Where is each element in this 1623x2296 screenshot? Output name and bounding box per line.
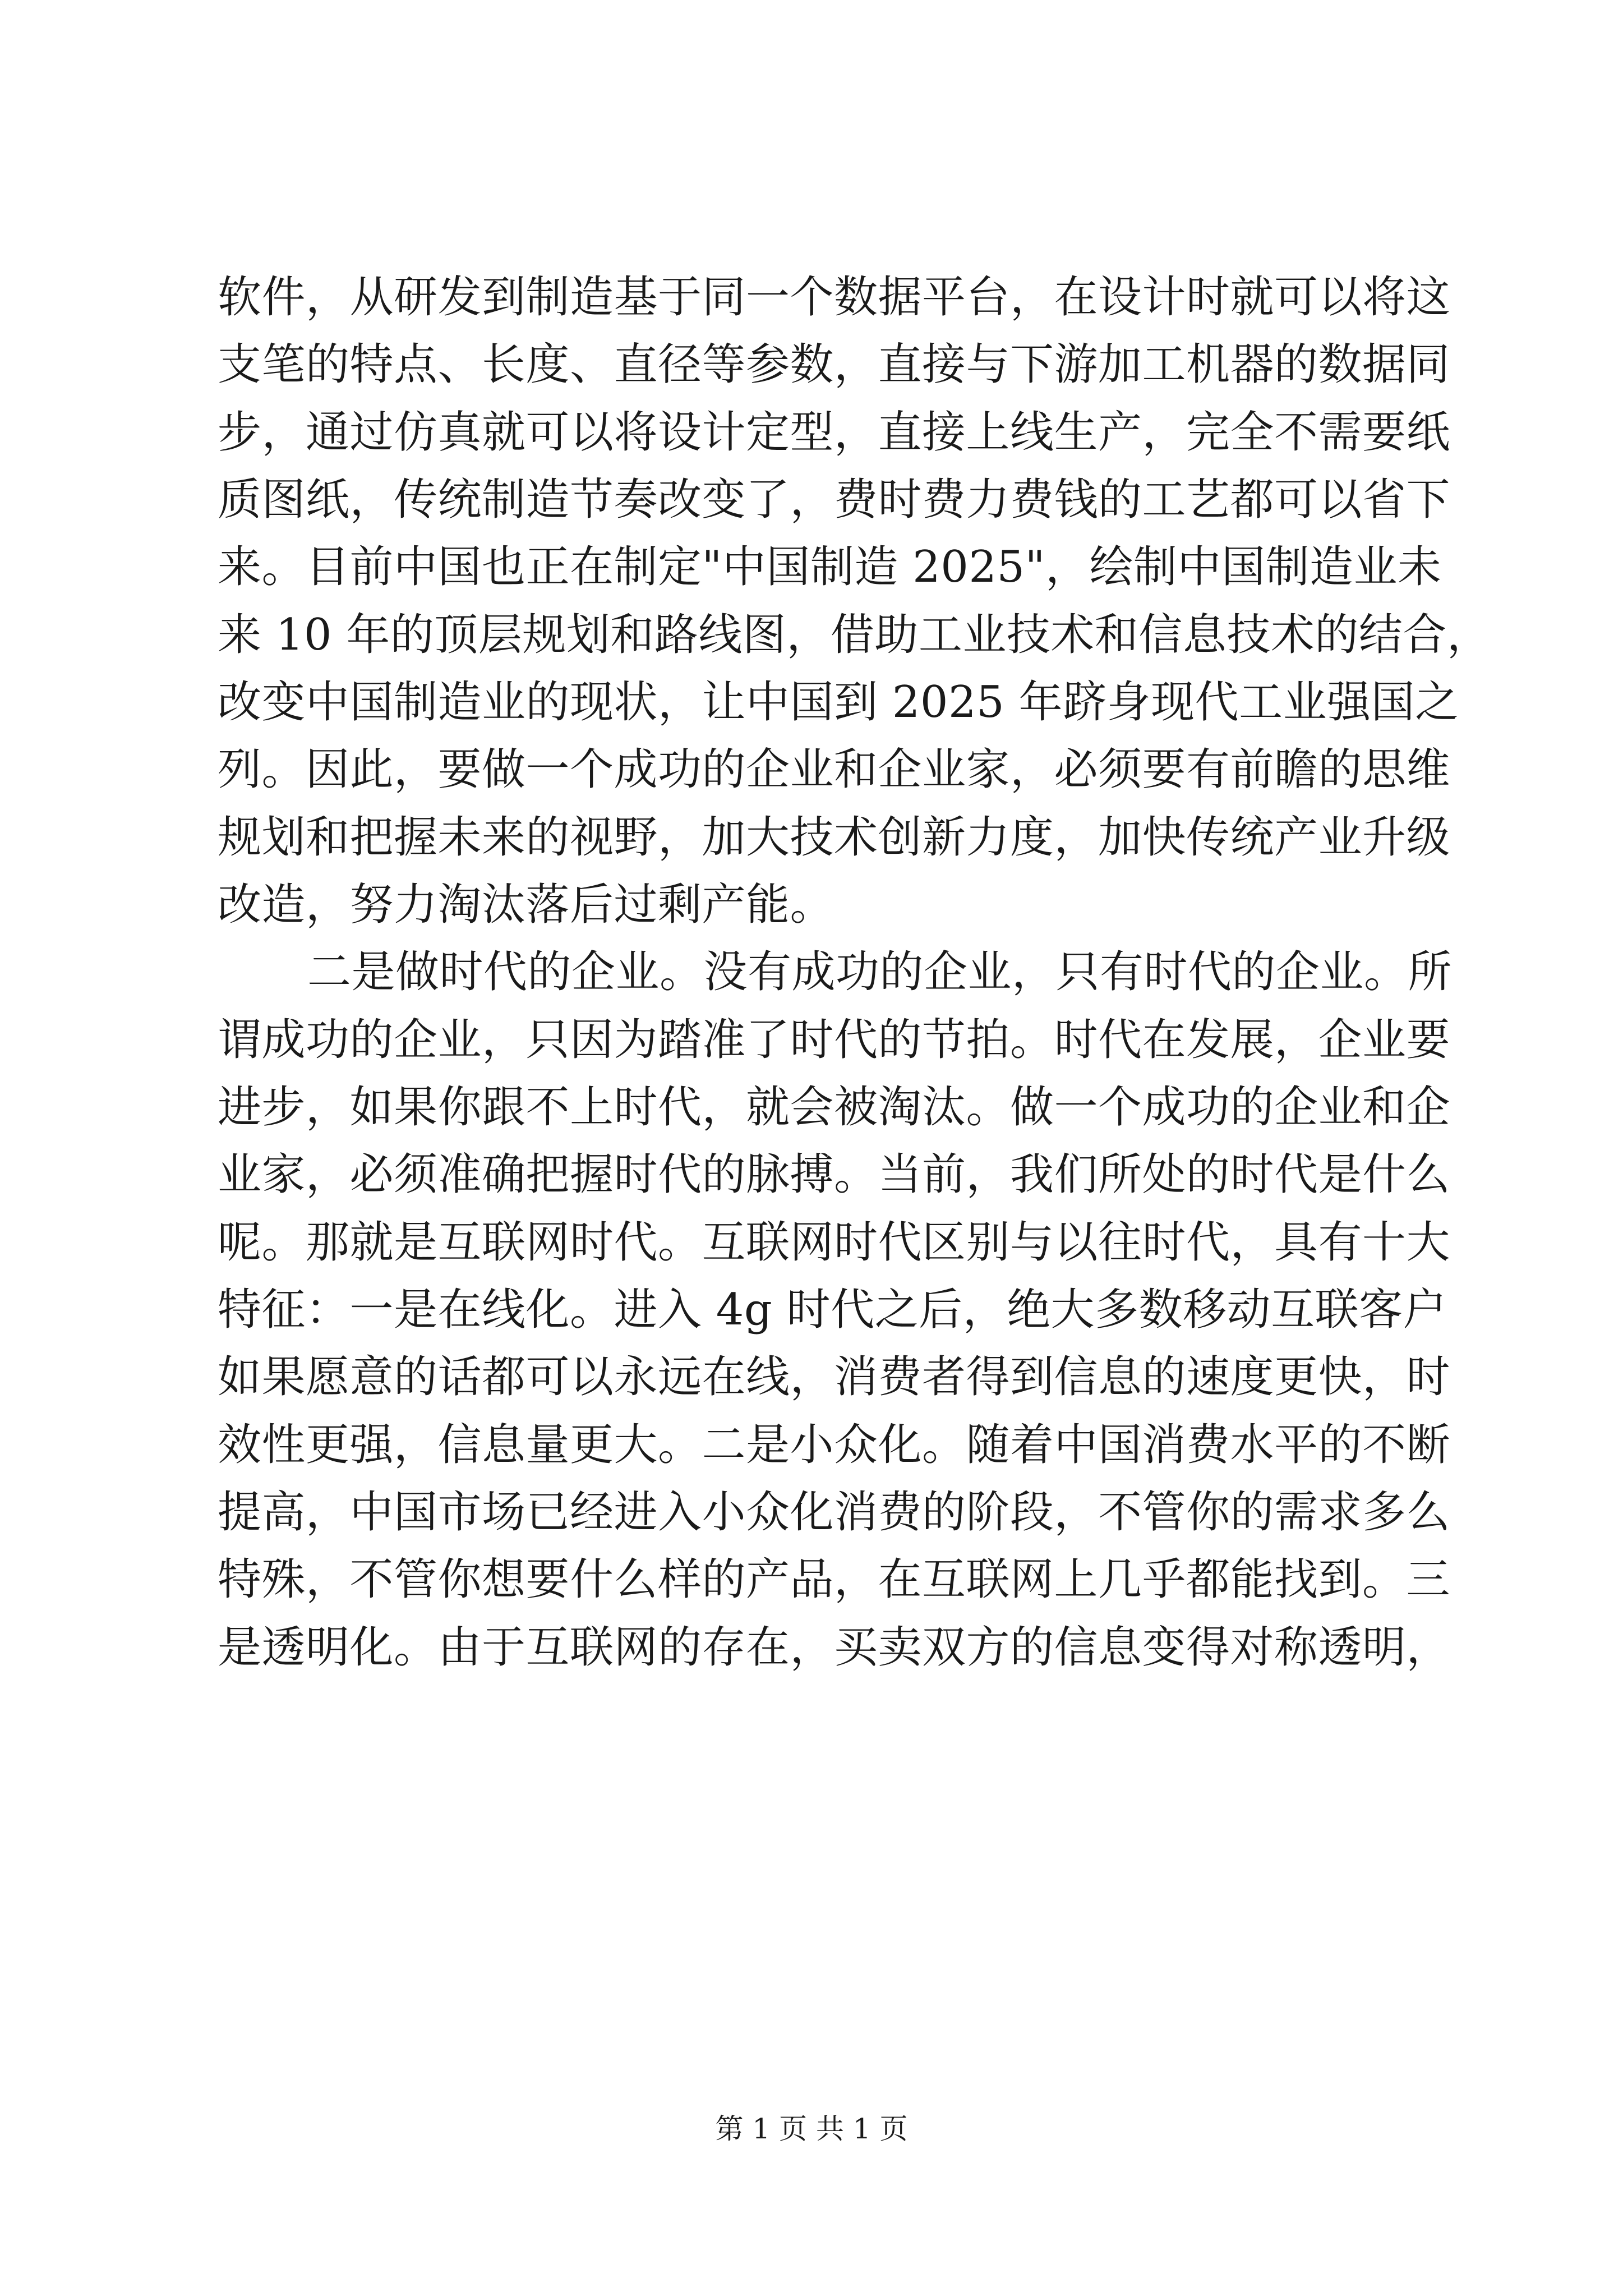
text-line-7: 改变中国制造业的现状，让中国到 2025 年跻身现代工业强国之: [218, 677, 1459, 728]
text-line-14: 业家，必须准确把握时代的脉搏。当前，我们所处的时代是什么: [218, 1149, 1451, 1200]
page-footer: 第 1 页 共 1 页: [715, 2113, 908, 2145]
text-line-9: 规划和把握未来的视野，加大技术创新力度，加快传统产业升级: [218, 812, 1451, 863]
text-line-10: 改造，努力淘汰落后过剩产能。: [218, 880, 834, 930]
text-line-12: 谓成功的企业，只因为踏准了时代的节拍。时代在发展，企业要: [218, 1015, 1451, 1065]
text-line-11: 二是做时代的企业。没有成功的企业，只有时代的企业。所: [307, 947, 1453, 997]
text-line-4: 质图纸，传统制造节奏改变了，费时费力费钱的工艺都可以省下: [218, 475, 1451, 525]
text-line-3: 步，通过仿真就可以将设计定型，直接上线生产，完全不需要纸: [218, 407, 1451, 458]
text-line-20: 特殊，不管你想要什么样的产品，在互联网上几乎都能找到。三: [218, 1554, 1451, 1605]
text-line-5: 来。目前中国也正在制定"中国制造 2025"，绘制中国制造业未: [218, 542, 1442, 592]
text-line-13: 进步，如果你跟不上时代，就会被淘汰。做一个成功的企业和企: [218, 1082, 1451, 1133]
text-line-17: 如果愿意的话都可以永远在线，消费者得到信息的速度更快，时: [218, 1352, 1451, 1402]
text-line-6: 来 10 年的顶层规划和路线图，借助工业技术和信息技术的结合，: [218, 610, 1491, 660]
text-line-18: 效性更强，信息量更大。二是小众化。随着中国消费水平的不断: [218, 1420, 1451, 1470]
text-line-15: 呢。那就是互联网时代。互联网时代区别与以往时代，具有十大: [218, 1217, 1451, 1268]
text-line-16: 特征：一是在线化。进入 4g 时代之后，绝大多数移动互联客户: [218, 1285, 1447, 1335]
text-line-2: 支笔的特点、长度、直径等参数，直接与下游加工机器的数据同: [218, 339, 1451, 390]
text-line-8: 列。因此，要做一个成功的企业和企业家，必须要有前瞻的思维: [218, 744, 1451, 795]
text-line-19: 提高，中国市场已经进入小众化消费的阶段，不管你的需求多么: [218, 1487, 1451, 1538]
text-line-1: 软件，从研发到制造基于同一个数据平台，在设计时就可以将这: [218, 272, 1451, 323]
text-line-21: 是透明化。由于互联网的存在，买卖双方的信息变得对称透明，: [218, 1622, 1451, 1673]
